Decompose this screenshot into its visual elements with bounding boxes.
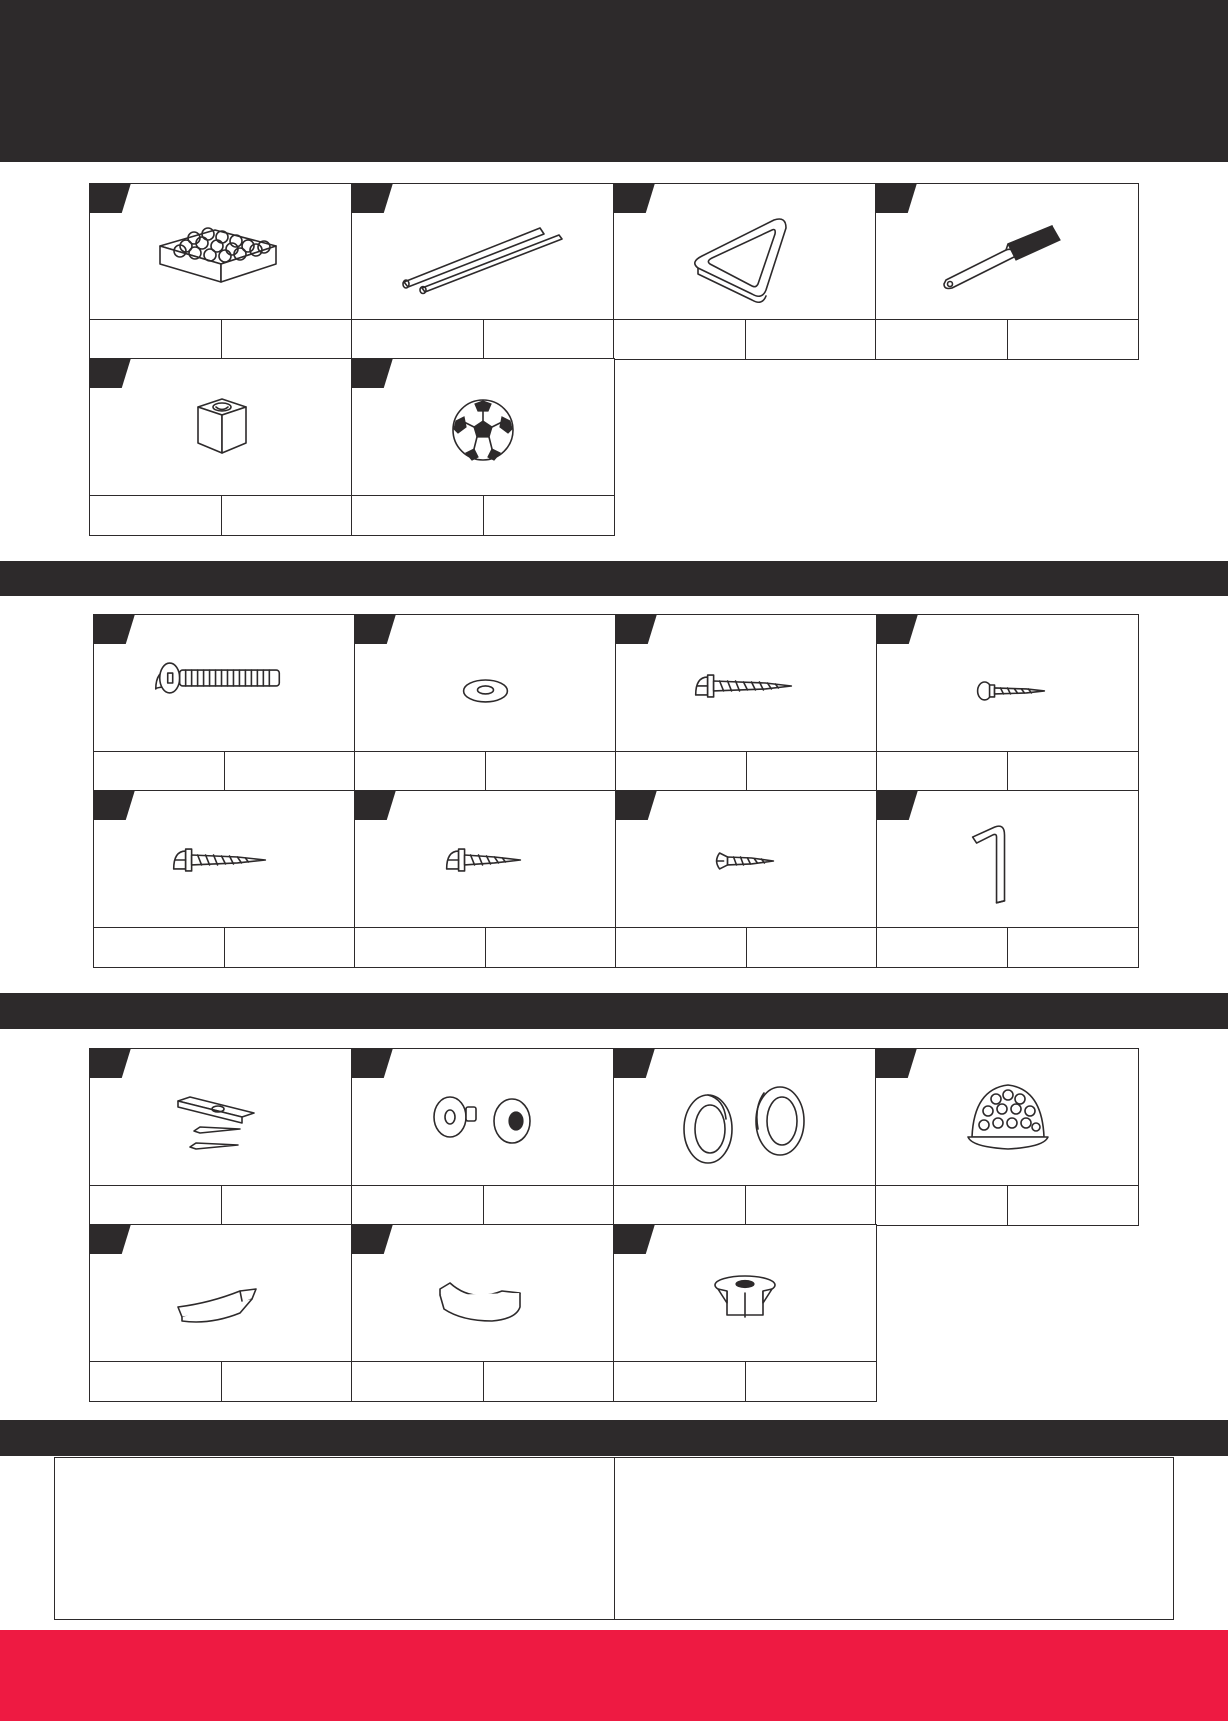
ball-tray-icon: [90, 184, 352, 317]
notes-box: [54, 1457, 1174, 1620]
part-code: [89, 495, 222, 536]
part-code: [89, 1361, 222, 1402]
part-card: [876, 790, 1139, 968]
chalk-cube-icon: [90, 359, 352, 492]
part-quantity: [222, 1361, 354, 1402]
part-quantity: [1008, 751, 1139, 792]
dome-cap-icon: [876, 1049, 1138, 1182]
curved-clip-icon: [90, 1225, 352, 1358]
part-card: [93, 790, 356, 968]
part-quantity: [747, 927, 878, 968]
part-code: [615, 751, 747, 792]
short-screw-icon: [355, 791, 616, 924]
part-quantity: [484, 1185, 616, 1226]
part-quantity: [746, 319, 878, 360]
part-card: [875, 1048, 1139, 1226]
part-card: [89, 1224, 353, 1402]
part-card: [613, 183, 877, 360]
part-quantity: [484, 495, 616, 536]
section-header-band: [0, 993, 1228, 1029]
part-quantity: [484, 1361, 616, 1402]
corner-guide-icon: [352, 1225, 614, 1358]
part-code: [876, 751, 1008, 792]
part-card: [613, 1224, 877, 1402]
part-code: [613, 319, 746, 360]
allen-wrench-icon: [877, 791, 1138, 924]
bolt-and-nut-icon: [352, 1049, 614, 1182]
part-code: [876, 927, 1008, 968]
table-brush-icon: [876, 184, 1138, 317]
part-quantity: [1008, 927, 1139, 968]
part-card: [876, 614, 1139, 792]
part-code: [875, 319, 1008, 360]
part-code: [89, 319, 222, 360]
part-quantity: [222, 1185, 354, 1226]
round-head-screw-icon: [616, 615, 877, 748]
part-card: [351, 1224, 615, 1402]
header-band: [0, 0, 1228, 162]
part-code: [351, 495, 484, 536]
part-quantity: [746, 1361, 878, 1402]
small-screw-icon: [877, 615, 1138, 748]
part-quantity: [486, 751, 617, 792]
part-code: [613, 1185, 746, 1226]
part-card: [613, 1048, 877, 1226]
part-card: [89, 358, 353, 536]
part-code: [351, 1361, 484, 1402]
part-code: [615, 927, 747, 968]
triangle-rack-icon: [614, 184, 876, 317]
part-quantity: [746, 1185, 878, 1226]
part-card: [354, 790, 617, 968]
notes-right-panel: [614, 1458, 1174, 1619]
section-header-band: [0, 1420, 1228, 1456]
part-card: [89, 1048, 353, 1226]
part-code: [351, 1185, 484, 1226]
t-nut-icon: [614, 1225, 876, 1358]
part-quantity: [222, 319, 354, 360]
part-card: [351, 1048, 615, 1226]
part-card: [615, 614, 878, 792]
washer-icon: [355, 615, 616, 748]
soccer-ball-icon: [352, 359, 614, 492]
part-quantity: [1008, 1185, 1140, 1226]
part-code: [93, 751, 225, 792]
part-code: [875, 1185, 1008, 1226]
part-card: [89, 183, 353, 360]
part-quantity: [484, 319, 616, 360]
cue-sticks-icon: [352, 184, 614, 317]
section-header-band: [0, 561, 1228, 596]
part-quantity: [225, 751, 356, 792]
part-quantity: [225, 927, 356, 968]
part-code: [93, 927, 225, 968]
countersunk-screw-icon: [616, 791, 877, 924]
part-card: [615, 790, 878, 968]
part-code: [613, 1361, 746, 1402]
notes-left-panel: [55, 1458, 614, 1619]
part-card: [351, 358, 615, 536]
part-quantity: [222, 495, 354, 536]
part-quantity: [486, 927, 617, 968]
wood-screw-icon: [94, 791, 355, 924]
part-card: [93, 614, 356, 792]
part-quantity: [1008, 319, 1140, 360]
part-code: [89, 1185, 222, 1226]
part-card: [354, 614, 617, 792]
part-card: [351, 183, 615, 360]
mounting-bracket-icon: [90, 1049, 352, 1182]
part-card: [875, 183, 1139, 360]
part-code: [354, 751, 486, 792]
grommets-icon: [614, 1049, 876, 1182]
part-code: [354, 927, 486, 968]
long-bolt-icon: [94, 615, 355, 748]
part-code: [351, 319, 484, 360]
part-quantity: [747, 751, 878, 792]
footer-band: [0, 1630, 1228, 1721]
